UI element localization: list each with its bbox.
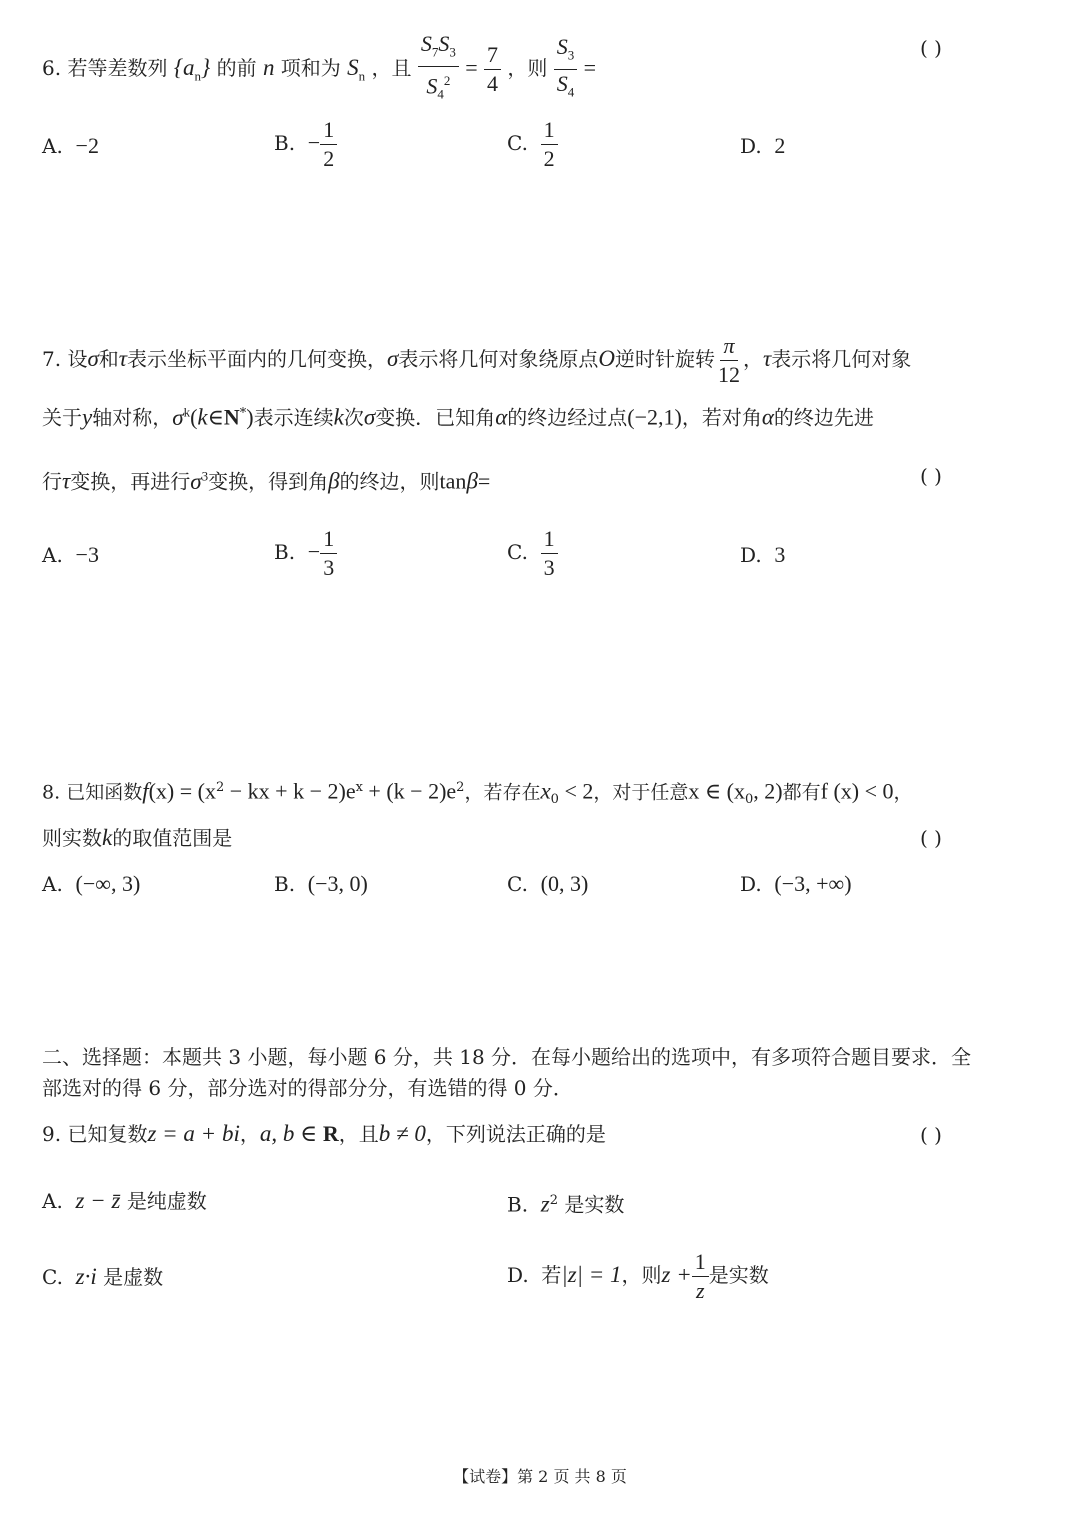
q7-option-d[interactable]: D. 3 xyxy=(740,542,786,567)
q8-option-d[interactable]: D. (−3, +∞) xyxy=(740,871,852,896)
q6-fraction: $\frac{S_7S_3}{S_4^2}$ xyxy=(418,32,459,107)
q7-option-b[interactable]: B. − $\frac{1}{3}$ xyxy=(274,527,337,580)
q6-answer-paren[interactable]: ( ) xyxy=(920,36,942,60)
q8-option-c[interactable]: C. (0, 3) xyxy=(507,871,589,896)
q6-number: 6. xyxy=(42,56,62,81)
q6-option-b[interactable]: B. − $\frac{1}{2}$ xyxy=(274,118,337,171)
q6-stem: 6. 若等差数列 $\{a_n\}$ 的前 n 项和为 $S_n$ ，且 $\frac{S_7S_3}{S_4^2}$ = $\frac{7}{4}$ ，则 $\frac{S_3}{S_4}$ = xyxy=(42,32,596,107)
section2-line1: 二、选择题：本题共 3 小题，每小题 6 分，共 18 分．在每小题给出的选项中，有多项符合题目要求．全 xyxy=(42,1045,972,1069)
q8-line2: 则实数k的取值范围是 xyxy=(42,825,233,850)
q7-line1: 7. 设σ和τ表示坐标平面内的几何变换，σ表示将几何对象绕原点O逆时针旋转 $\frac{\pi}{12}$ ，τ表示将几何对象 xyxy=(42,333,912,387)
q7-line2: 关于y轴对称，$\sigma^k(k\in N^*)$表示连续k次σ变换．已知角α的终边经过点(−2,1)，若对角α的终边先进 xyxy=(42,404,874,430)
q6-option-d[interactable]: D. 2 xyxy=(740,133,786,158)
q6-option-c[interactable]: C. $\frac{1}{2}$ xyxy=(507,118,558,171)
q9-answer-paren[interactable]: ( ) xyxy=(920,1123,942,1147)
q9-option-a[interactable]: A. z − z̄ 是纯虚数 xyxy=(42,1188,207,1213)
q7-line3: 行τ变换，再进行$\sigma^3$变换，得到角β的终边，则tanβ= xyxy=(42,468,491,494)
q8-option-a[interactable]: A. (−∞, 3) xyxy=(42,871,141,896)
section2-line2: 部选对的得 6 分，部分选对的得部分分，有选错的得 0 分． xyxy=(42,1076,573,1100)
q6-option-a[interactable]: A. −2 xyxy=(42,133,99,158)
q8-line1: 8. 已知函数$f(x) = (x^2$ − kx + $k - 2)e^x + (k - 2)e^2$，若存在$x_0 < 2$，对于任意x ∈ ($x_0$, 2)都有f (x) < 0， xyxy=(42,778,913,808)
page-footer: 【试卷】第 2 页 共 8 页 xyxy=(453,1467,627,1486)
q9-stem: 9. 已知复数z = a + bi，a, b ∈ R，且b ≠ 0，下列说法正确的是 xyxy=(42,1121,606,1146)
q7-answer-paren[interactable]: ( ) xyxy=(920,464,942,488)
q7-option-a[interactable]: A. −3 xyxy=(42,542,99,567)
q8-answer-paren[interactable]: ( ) xyxy=(920,826,942,850)
q8-option-b[interactable]: B. (−3, 0) xyxy=(274,871,368,896)
q9-option-c[interactable]: C. z·i 是虚数 xyxy=(42,1264,164,1289)
q9-option-b[interactable]: B. $z^2$ 是实数 xyxy=(507,1191,625,1217)
q9-option-d[interactable]: D. 若|z| = 1，则z + $\frac{1}{z}$ 是实数 xyxy=(507,1249,769,1303)
q7-option-c[interactable]: C. $\frac{1}{3}$ xyxy=(507,527,558,580)
